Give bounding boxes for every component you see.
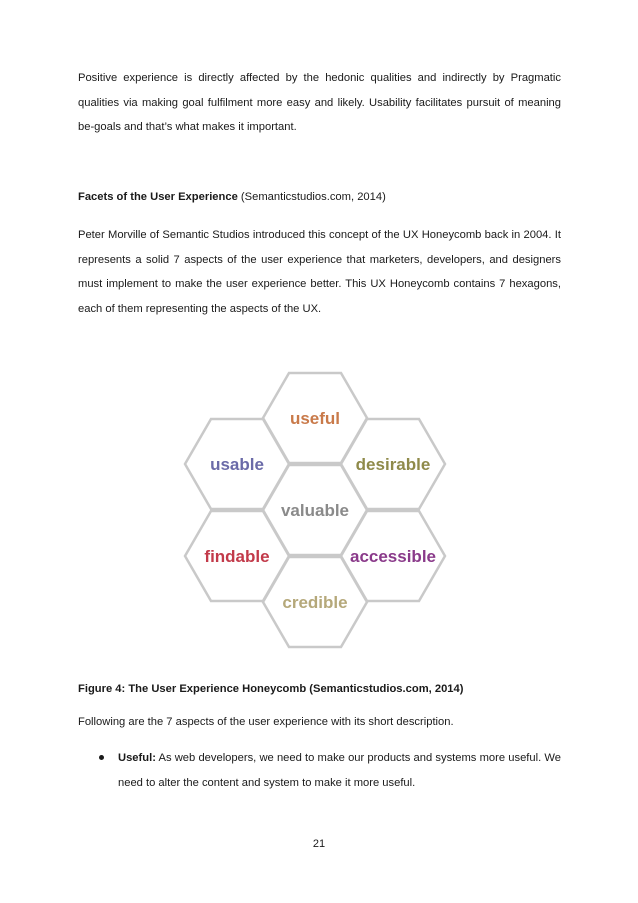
section-heading-citation: (Semanticstudios.com, 2014) xyxy=(237,191,386,203)
hexagon-label-accessible: accessible xyxy=(349,547,437,566)
section-heading xyxy=(78,191,386,203)
ux-honeycomb-figure xyxy=(180,370,450,660)
bullet-icon xyxy=(99,755,104,760)
hexagon-label-valuable: valuable xyxy=(280,501,350,520)
hexagon-label-useful: useful xyxy=(289,409,341,428)
hexagon-label-usable: usable xyxy=(210,455,264,474)
hexagon-label-findable: findable xyxy=(204,547,270,566)
bullet-term: Useful: xyxy=(118,752,156,764)
section-body: Peter Morville of Semantic Studios introduced this concept of the UX Honeycomb back in 2004. It represents a solid 7 aspects of the user experience that marketers, developers, and designers must implement to make the user experience better. This UX Honeycomb contains 7 hexagons, each of them representing the aspects of the UX. xyxy=(78,229,561,315)
intro-paragraph: Positive experience is directly affected by the hedonic qualities and indirectly by Pragmatic qualities via making goal fulfilment more easy and likely. Usability facilitates pursuit of meaning be-goals and that’s what makes it important. xyxy=(78,72,561,133)
bullet-description: As web developers, we need to make our products and systems more useful. We need to alter the content and system to make it more useful. xyxy=(118,752,561,789)
page-number: 21 xyxy=(312,838,326,850)
bullet-text xyxy=(118,746,561,796)
hexagon-label-credible: credible xyxy=(282,593,348,612)
list-intro: Following are the 7 aspects of the user experience with its short description. xyxy=(78,716,454,728)
figure-caption: Figure 4: The User Experience Honeycomb (Semanticstudios.com, 2014) xyxy=(78,683,464,695)
bullet-item-useful xyxy=(118,746,561,796)
section-heading-title: Facets of the User Experience xyxy=(78,191,238,203)
hexagon-label-desirable: desirable xyxy=(355,455,431,474)
